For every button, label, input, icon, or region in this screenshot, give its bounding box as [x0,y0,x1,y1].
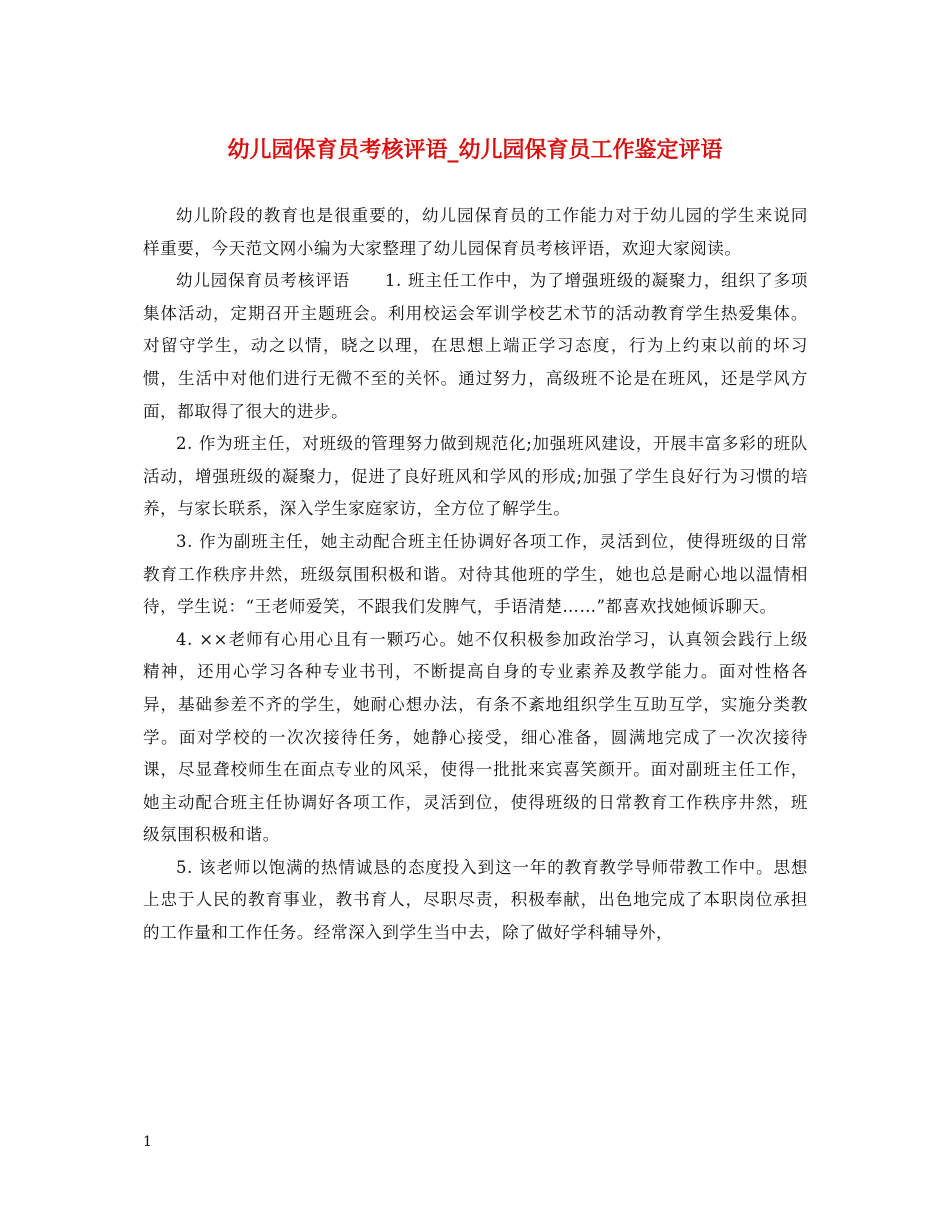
paragraph-item-3: 3. 作为副班主任，她主动配合班主任协调好各项工作，灵活到位，使得班级的日常教育工作秩序井然，班级氛围积极和谐。对待其他班的学生，她也总是耐心地以温情相待，学生说：“王老师爱笑，不跟我们发脾气，手语清楚……”都喜欢找她倾诉聊天。 [143,531,808,617]
paragraph-item-2: 2. 作为班主任，对班级的管理努力做到规范化;加强班风建设，开展丰富多彩的班队活动，增强班级的凝聚力，促进了良好班风和学风的形成;加强了学生良好行为习惯的培养，与家长联系，深入学生家庭家访，全方位了解学生。 [143,434,808,519]
paragraph-item-1: 幼儿园保育员考核评语 1. 班主任工作中，为了增强班级的凝聚力，组织了多项集体活动，定期召开主题班会。利用校运会军训学校艺术节的活动教育学生热爱集体。对留守学生，动之以情，晓之以理，在思想上端正学习态度，行为上约束以前的坏习惯，生活中对他们进行无微不至的关怀。通过努力，高级班不论是在班风，还是学风方面，都取得了很大的进步。 [143,271,808,421]
document-body [143,200,808,950]
document-title: 幼儿园保育员考核评语_幼儿园保育员工作鉴定评语 [227,137,723,163]
paragraph-item-5: 5. 该老师以饱满的热情诚恳的态度投入到这一年的教育教学导师带教工作中。思想上忠于人民的教育事业，教书育人，尽职尽责，积极奉献，出色地完成了本职岗位承担的工作量和工作任务。经常深入到学生当中去，除了做好学科辅导外， [143,857,808,943]
paragraph-intro: 幼儿阶段的教育也是很重要的，幼儿园保育员的工作能力对于幼儿园的学生来说同样重要，今天范文网小编为大家整理了幼儿园保育员考核评语，欢迎大家阅读。 [143,206,808,258]
paragraph-item-4: 4. ××老师有心用心且有一颗巧心。她不仅积极参加政治学习，认真领会践行上级精神，还用心学习各种专业书刊，不断提高自身的专业素养及教学能力。面对性格各异，基础参差不齐的学生，她耐心想办法，有条不紊地组织学生互助互学，实施分类教学。面对学校的一次次接待任务，她静心接受，细心准备，圆满地完成了一次次接待课，尽显聋校师生在面点专业的风采，使得一批批来宾喜笑颜开。面对副班主任工作，她主动配合班主任协调好各项工作，灵活到位，使得班级的日常教育工作秩序井然，班级氛围积极和谐。 [143,629,808,845]
page-number: 1 [143,1134,152,1150]
